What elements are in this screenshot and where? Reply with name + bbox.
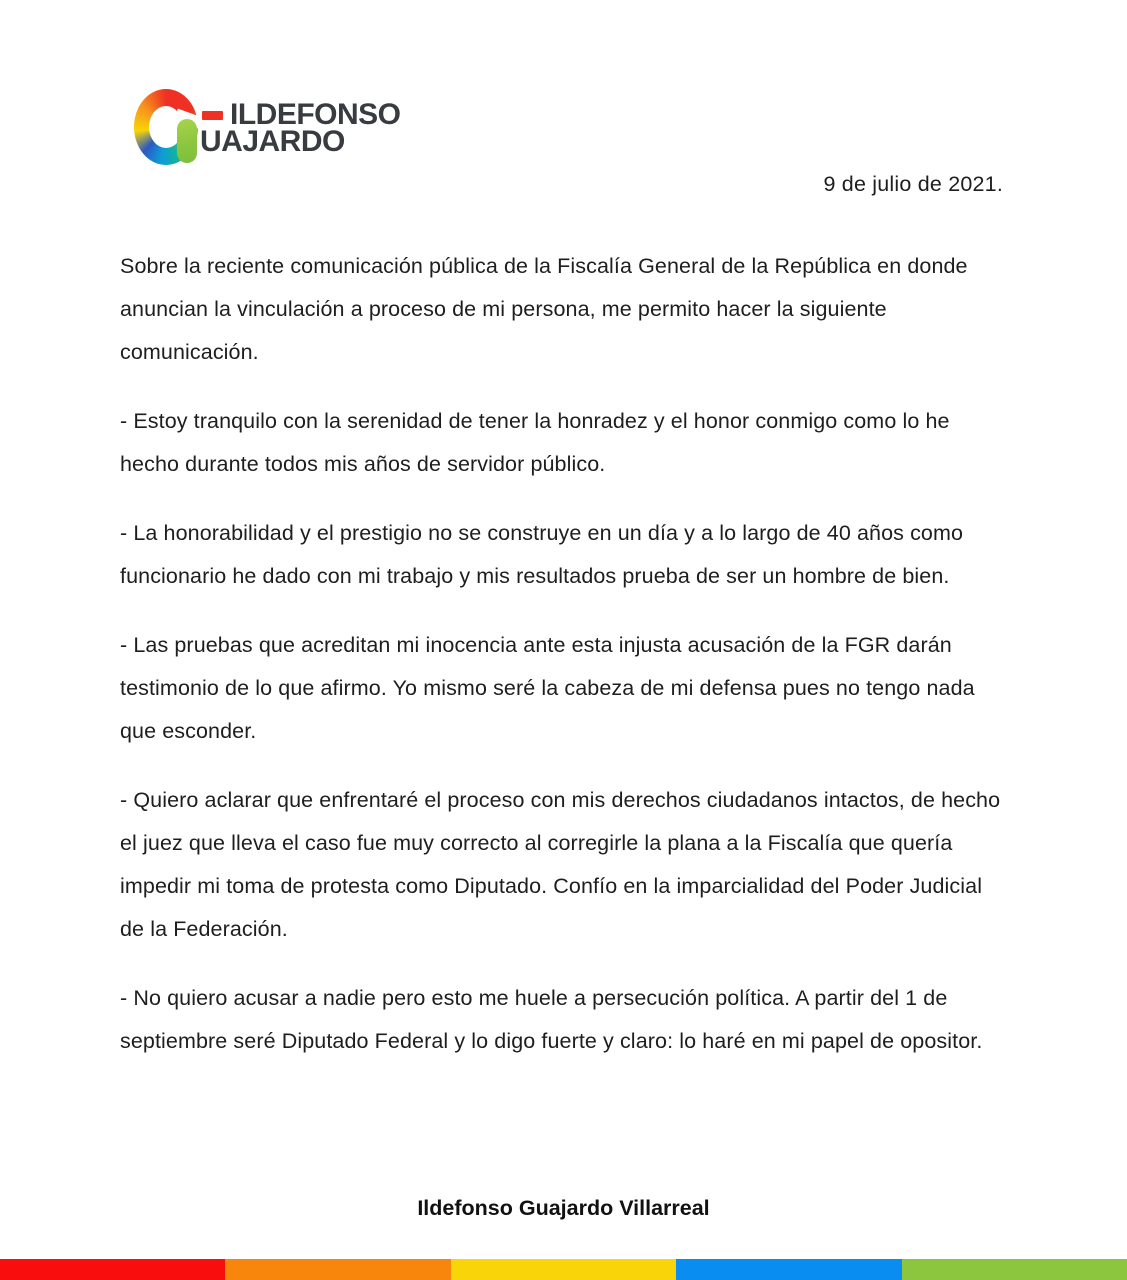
footer-stripe-segment-yellow: [451, 1259, 676, 1280]
logo-text-ildefonso: ILDEFONSO: [230, 98, 401, 131]
footer-rainbow-stripe: [0, 1259, 1127, 1280]
logo-wordmark-line2: [200, 127, 345, 157]
footer-stripe-segment-blue: [676, 1259, 901, 1280]
statement-paragraph-5: - No quiero acusar a nadie pero esto me huele a persecución política. A partir del 1 de septiembre seré Diputado Federal y lo digo fuerte y claro: lo haré en mi papel de opositor.: [120, 986, 983, 1053]
footer-stripe-segment-red: [0, 1259, 225, 1280]
statement-paragraph-intro: Sobre la reciente comunicación pública de la Fiscalía General de la República en donde anuncian la vinculación a proceso de mi persona, me permito hacer la siguiente comunicación.: [120, 254, 968, 364]
logo-g-icon: [134, 89, 198, 165]
statement-paragraph-4: - Quiero aclarar que enfrentaré el proceso con mis derechos ciudadanos intactos, de hecho el juez que lleva el caso fue muy correcto al corregirle la plana a la Fiscalía que quería impedir mi toma de protesta como Diputado. Confío en la imparcialidad del Poder Judicial de la Federación.: [120, 788, 1001, 941]
statement-paragraph-2: - La honorabilidad y el prestigio no se construye en un día y a lo largo de 40 años como funcionario he dado con mi trabajo y mis resultados prueba de ser un hombre de bien.: [120, 521, 964, 588]
ildefonso-guajardo-logo: [134, 89, 464, 169]
footer-stripe-segment-orange: [225, 1259, 450, 1280]
signature-name: Ildefonso Guajardo Villarreal: [417, 1196, 710, 1220]
footer-stripe-segment-green: [902, 1259, 1127, 1280]
statement-paragraph-1: - Estoy tranquilo con la serenidad de tener la honradez y el honor conmigo como lo he hecho durante todos mis años de servidor público.: [120, 409, 950, 476]
statement-paragraph-3: - Las pruebas que acreditan mi inocencia ante esta injusta acusación de la FGR darán testimonio de lo que afirmo. Yo mismo seré la cabeza de mi defensa pues no tengo nada que esconder.: [120, 633, 975, 743]
document-date: 9 de julio de 2021.: [823, 172, 1003, 196]
statement-body: [120, 245, 1008, 1063]
logo-red-dash-icon: [202, 111, 223, 120]
logo-text-uajardo: UAJARDO: [200, 125, 345, 158]
logo-g-green-bar: [177, 119, 197, 163]
